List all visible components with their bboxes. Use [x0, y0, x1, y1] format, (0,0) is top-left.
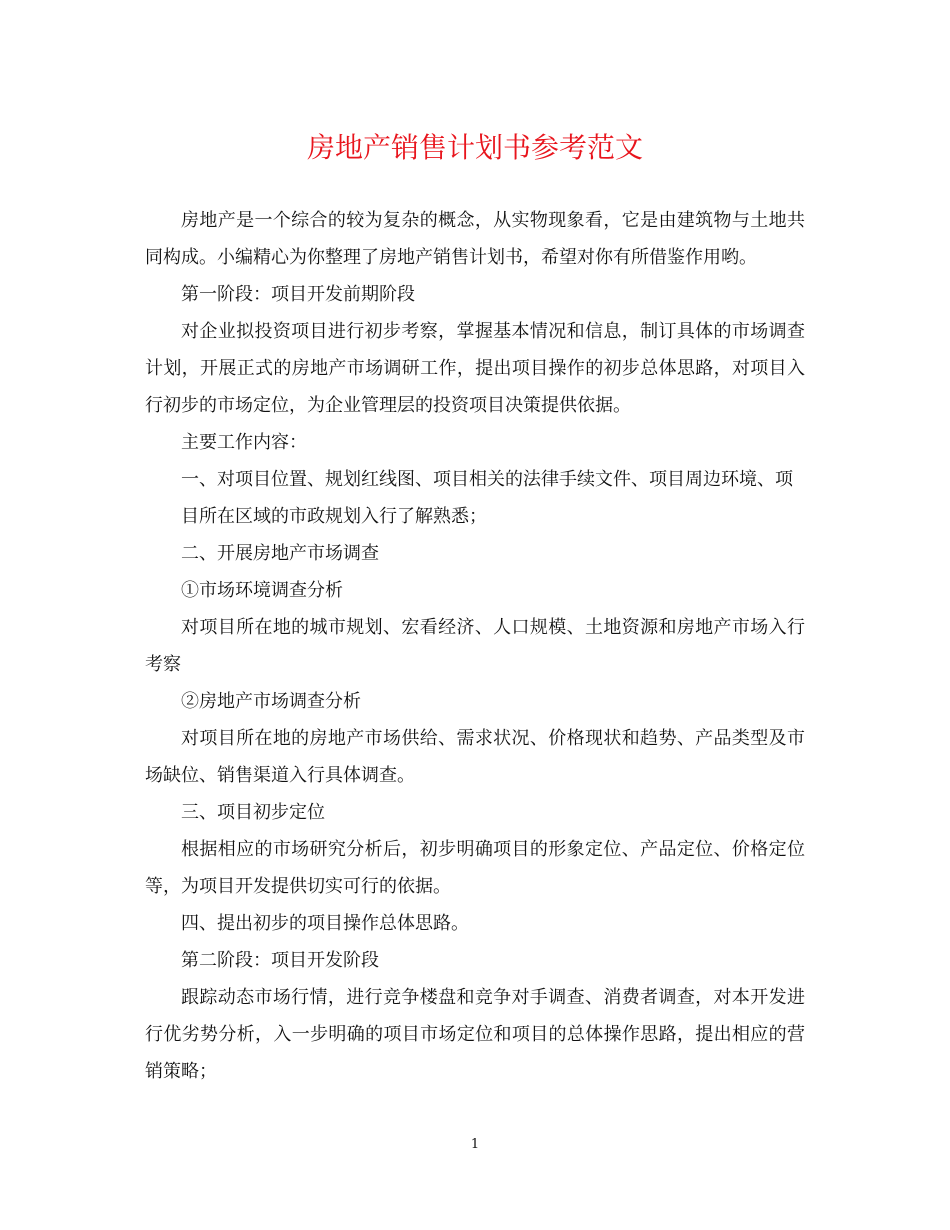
paragraph-item-three: 三、项目初步定位	[181, 802, 325, 823]
paragraph-item-one-continued: 目所在区域的市政规划入行了解熟悉；	[181, 506, 487, 527]
paragraph-real-estate-market-text: 对项目所在地的房地产市场供给、需求状况、价格现状和趋势、产品类型及市场缺位、销售渠道入行具体调查。	[145, 728, 805, 786]
paragraph-stage-two-description: 跟踪动态市场行情，进行竞争楼盘和竞争对手调查、消费者调查，对本开发进行优劣势分析，入一步明确的项目市场定位和项目的总体操作思路，提出相应的营销策略；	[145, 987, 805, 1082]
paragraph-positioning-text: 根据相应的市场研究分析后，初步明确项目的形象定位、产品定位、价格定位等，为项目开发提供切实可行的依据。	[145, 839, 805, 897]
paragraph-stage-one-description: 对企业拟投资项目进行初步考察，掌握基本情况和信息，制订具体的市场调查计划，开展正式的房地产市场调研工作，提出项目操作的初步总体思路，对项目入行初步的市场定位，为企业管理层的投资项目决策提供依据。	[145, 321, 805, 416]
paragraph-stage-two-heading: 第二阶段：项目开发阶段	[181, 950, 379, 971]
paragraph-real-estate-market-heading: ②房地产市场调查分析	[181, 691, 361, 712]
document-title: 房地产销售计划书参考范文	[306, 131, 643, 164]
paragraph-market-environment-text: 对项目所在地的城市规划、宏看经济、人口规模、土地资源和房地产市场入行考察	[145, 617, 805, 675]
paragraph-item-two: 二、开展房地产市场调查	[181, 543, 379, 564]
paragraph-main-work-heading: 主要工作内容：	[181, 432, 307, 453]
paragraph-item-four: 四、提出初步的项目操作总体思路。	[181, 913, 469, 934]
paragraph-item-one: 一、对项目位置、规划红线图、项目相关的法律手续文件、项目周边环境、项	[181, 469, 793, 490]
document-body	[145, 202, 805, 1090]
paragraph-stage-one-heading: 第一阶段：项目开发前期阶段	[181, 284, 415, 305]
page-number: 1	[470, 1137, 480, 1152]
paragraph-market-environment-heading: ①市场环境调查分析	[181, 580, 343, 601]
paragraph-intro: 房地产是一个综合的较为复杂的概念，从实物现象看，它是由建筑物与土地共同构成。小编精心为你整理了房地产销售计划书，希望对你有所借鉴作用哟。	[145, 210, 805, 268]
